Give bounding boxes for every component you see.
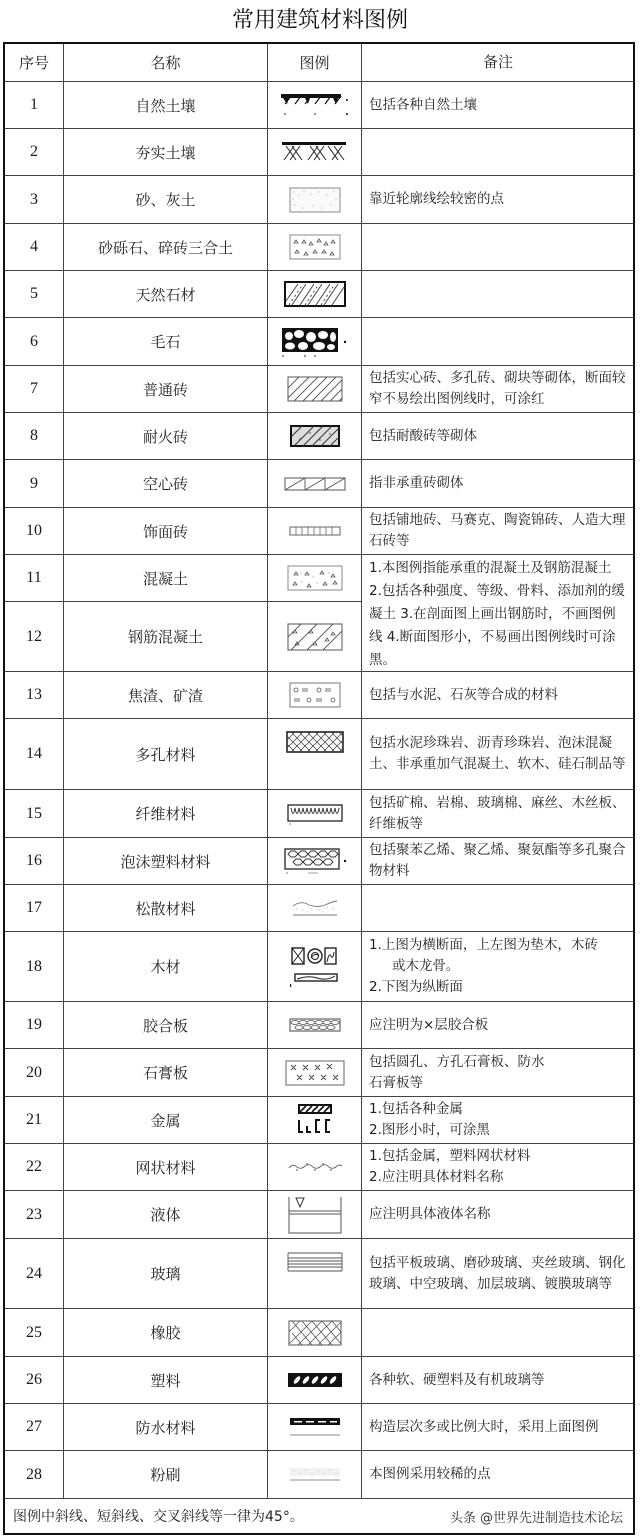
row-name: 混凝土: [64, 555, 268, 601]
row-no: 9: [5, 460, 64, 507]
table-row: [5, 82, 633, 129]
row-no: 11: [5, 555, 64, 601]
row-note: [362, 885, 633, 931]
header-name: 名称: [64, 44, 268, 81]
note-line: 2.应注明具体材料名称: [369, 1169, 504, 1185]
row-note: 包括实心砖、多孔砖、砌块等砌体，断面较窄不易绘出图例线时，可涂红: [369, 370, 626, 407]
mesh-icon: [268, 1144, 362, 1190]
sand-dots-icon: [268, 176, 362, 223]
note-line: 2.下图为纵断面: [369, 979, 463, 995]
row-no: 22: [5, 1144, 64, 1190]
table-row: [5, 672, 633, 719]
table-row: [5, 318, 633, 366]
table-row: [5, 1357, 633, 1404]
row-no: 13: [5, 672, 64, 718]
table-row: [5, 555, 362, 602]
gypsum-crosses-icon: [268, 1049, 362, 1096]
table-row: [5, 838, 633, 885]
row-name: 夯实土壤: [64, 129, 268, 175]
note-line: 1.上图为横断面，上左图为垫木，木砖: [369, 937, 598, 953]
table-row: [5, 1049, 633, 1097]
row-no: 23: [5, 1191, 64, 1238]
row-name: 金属: [64, 1097, 268, 1143]
row-note: 应注明具体液体名称: [369, 1206, 491, 1222]
row-note: [362, 271, 633, 317]
footer-note: 图例中斜线、短斜线、交叉斜线等一律为45°。: [13, 1509, 304, 1525]
row-name: 多孔材料: [64, 719, 268, 789]
reinforced-concrete-icon: [268, 602, 362, 671]
row-no: 8: [5, 413, 64, 459]
natural-stone-hatch-icon: [268, 271, 362, 317]
row-name: 焦渣、矿渣: [64, 672, 268, 718]
row-no: 15: [5, 790, 64, 837]
foam-hexagons-icon: [268, 838, 362, 884]
row-name: 石膏板: [64, 1049, 268, 1096]
row-note: [362, 129, 633, 175]
row-note: [362, 1097, 633, 1143]
row-no: 21: [5, 1097, 64, 1143]
row-no: 4: [5, 224, 64, 270]
table-row: [5, 1144, 633, 1191]
row-name: 泡沫塑料材料: [64, 838, 268, 884]
row-name: 普通砖: [64, 366, 268, 412]
row-name: 砂、灰土: [64, 176, 268, 223]
facing-tile-icon: [268, 508, 362, 554]
loose-material-icon: [268, 885, 362, 931]
row-no: 19: [5, 1002, 64, 1048]
brick-hatch-icon: [268, 366, 362, 412]
row-note: 包括铺地砖、马赛克、陶瓷锦砖、人造大理石砖等: [369, 512, 626, 549]
table-row: [5, 1002, 633, 1049]
row-name: 橡胶: [64, 1309, 268, 1356]
materials-legend-table: [3, 42, 635, 1535]
row-no: 16: [5, 838, 64, 884]
row-no: 20: [5, 1049, 64, 1096]
table-row: [5, 1451, 633, 1499]
row-name: 粉刷: [64, 1451, 268, 1498]
note-line: 或木龙骨。: [391, 958, 460, 974]
concrete-icon: [268, 555, 362, 601]
row-name: 纤维材料: [64, 790, 268, 837]
row-note: 指非承重砖砌体: [369, 475, 464, 491]
row-no: 3: [5, 176, 64, 223]
row-note: [362, 1049, 633, 1096]
rubble-stone-icon: [268, 318, 362, 365]
row-no: 14: [5, 719, 64, 789]
row-name: 防水材料: [64, 1404, 268, 1450]
row-no: 24: [5, 1239, 64, 1308]
row-name: 液体: [64, 1191, 268, 1238]
table-row: [5, 508, 633, 555]
cinder-slag-icon: [268, 672, 362, 718]
waterproof-dashed-icon: [268, 1404, 362, 1450]
table-row: [5, 1239, 633, 1309]
row-name: 松散材料: [64, 885, 268, 931]
timber-icon: [268, 932, 362, 1001]
row-no: 27: [5, 1404, 64, 1450]
row-note: [362, 1309, 633, 1356]
row-name: 耐火砖: [64, 413, 268, 459]
fiber-wave-icon: [268, 790, 362, 837]
table-row: [5, 885, 633, 932]
row-no: 12: [5, 602, 64, 671]
row-note: 包括各种自然土壤: [369, 96, 477, 113]
natural-soil-hatch-icon: [268, 82, 362, 128]
table-row: [5, 790, 633, 838]
row-no: 1: [5, 82, 64, 128]
table-row: [5, 271, 633, 318]
row-name: 毛石: [64, 318, 268, 365]
table-row: [5, 932, 633, 1002]
row-note: [362, 318, 633, 365]
plastic-black-icon: [268, 1357, 362, 1403]
row-no: 26: [5, 1357, 64, 1403]
glass-lines-icon: [268, 1239, 362, 1308]
table-row: [5, 1404, 633, 1451]
row-note: [362, 224, 633, 270]
row-no: 28: [5, 1451, 64, 1498]
row-name: 砂砾石、碎砖三合土: [64, 224, 268, 270]
gravel-triangles-icon: [268, 224, 362, 270]
header-no: 序号: [5, 44, 64, 81]
row-no: 7: [5, 366, 64, 412]
row-name: 塑料: [64, 1357, 268, 1403]
row-note: 各种软、硬塑料及有机玻璃等: [369, 1371, 545, 1388]
metal-icon: [268, 1097, 362, 1143]
note-line: 1.包括各种金属: [369, 1101, 463, 1117]
row-no: 18: [5, 932, 64, 1001]
row-note: 靠近轮廓线绘较密的点: [369, 191, 504, 207]
header-note: 备注: [482, 53, 513, 71]
porous-crosshatch-icon: [268, 719, 362, 789]
row-name: 网状材料: [64, 1144, 268, 1190]
table-row: [5, 602, 362, 672]
row-note: 本图例采用较稀的点: [369, 1466, 491, 1482]
table-row: [5, 224, 633, 271]
row-note: 包括耐酸砖等砌体: [369, 427, 477, 444]
table-row: [5, 176, 633, 224]
row-note: [362, 932, 633, 1001]
plaster-dots-icon: [268, 1451, 362, 1498]
table-row: [5, 366, 633, 413]
note-line: 1.包括金属，塑料网状材料: [369, 1148, 531, 1164]
table-row: [5, 129, 633, 176]
row-name: 钢筋混凝土: [64, 602, 268, 671]
row-name: 饰面砖: [64, 508, 268, 554]
liquid-icon: [268, 1191, 362, 1238]
table-header: [5, 44, 633, 82]
firebrick-hatch-icon: [268, 413, 362, 459]
row-note: 包括矿棉、岩棉、玻璃棉、麻丝、木丝板、纤维板等: [369, 794, 626, 832]
table-row: [5, 460, 633, 508]
table-row: [5, 1097, 633, 1144]
watermark: 头条 @世界先进制造技术论坛: [449, 1510, 623, 1526]
merged-note-concrete: 1.本图例指能承重的混凝土及钢筋混凝土 2.包括各种强度、等级、骨料、添加剂的缓凝土 3.在剖面图上画出钢筋时，不画图例线 4.断面图形小，不易画出图例线时可涂黑。: [362, 555, 633, 672]
row-note: 应注明为×层胶合板: [369, 1016, 489, 1033]
row-name: 玻璃: [64, 1239, 268, 1308]
row-note: [362, 1144, 633, 1190]
row-name: 木材: [64, 932, 268, 1001]
note-line: 石膏板等: [369, 1074, 423, 1091]
table-row: [5, 1309, 633, 1357]
header-legend: 图例: [268, 44, 362, 81]
row-name: 空心砖: [64, 460, 268, 507]
table-row: [5, 1191, 633, 1239]
row-name: 胶合板: [64, 1002, 268, 1048]
row-name: 自然土壤: [64, 82, 268, 128]
row-no: 10: [5, 508, 64, 554]
hollow-brick-icon: [268, 460, 362, 507]
row-name: 天然石材: [64, 271, 268, 317]
plywood-icon: [268, 1002, 362, 1048]
row-no: 5: [5, 271, 64, 317]
row-no: 6: [5, 318, 64, 365]
table-row: [5, 413, 633, 460]
table-footer: [5, 1499, 633, 1533]
rubber-crosshatch-icon: [268, 1309, 362, 1356]
row-no: 2: [5, 129, 64, 175]
row-note: 包括与水泥、石灰等合成的材料: [369, 686, 558, 703]
row-no: 25: [5, 1309, 64, 1356]
note-line: 包括圆孔、方孔石膏板、防水: [369, 1053, 545, 1070]
row-note: 包括水泥珍珠岩、沥青珍珠岩、泡沫混凝土、非承重加气混凝土、软木、硅石制品等: [369, 735, 626, 772]
row-note: 包括平板玻璃、磨砂玻璃、夹丝玻璃、钢化玻璃、中空玻璃、加层玻璃、镀膜玻璃等: [369, 1254, 626, 1292]
row-note: 构造层次多或比例大时，采用上面图例: [369, 1418, 599, 1435]
note-line: 2.图形小时，可涂黑: [369, 1122, 490, 1138]
row-note: 包括聚苯乙烯、聚乙烯、聚氨酯等多孔聚合物材料: [369, 842, 626, 879]
page-title: 常用建筑材料图例: [231, 8, 408, 33]
compacted-soil-hatch-icon: [268, 129, 362, 175]
row-no: 17: [5, 885, 64, 931]
table-row: [5, 719, 633, 790]
